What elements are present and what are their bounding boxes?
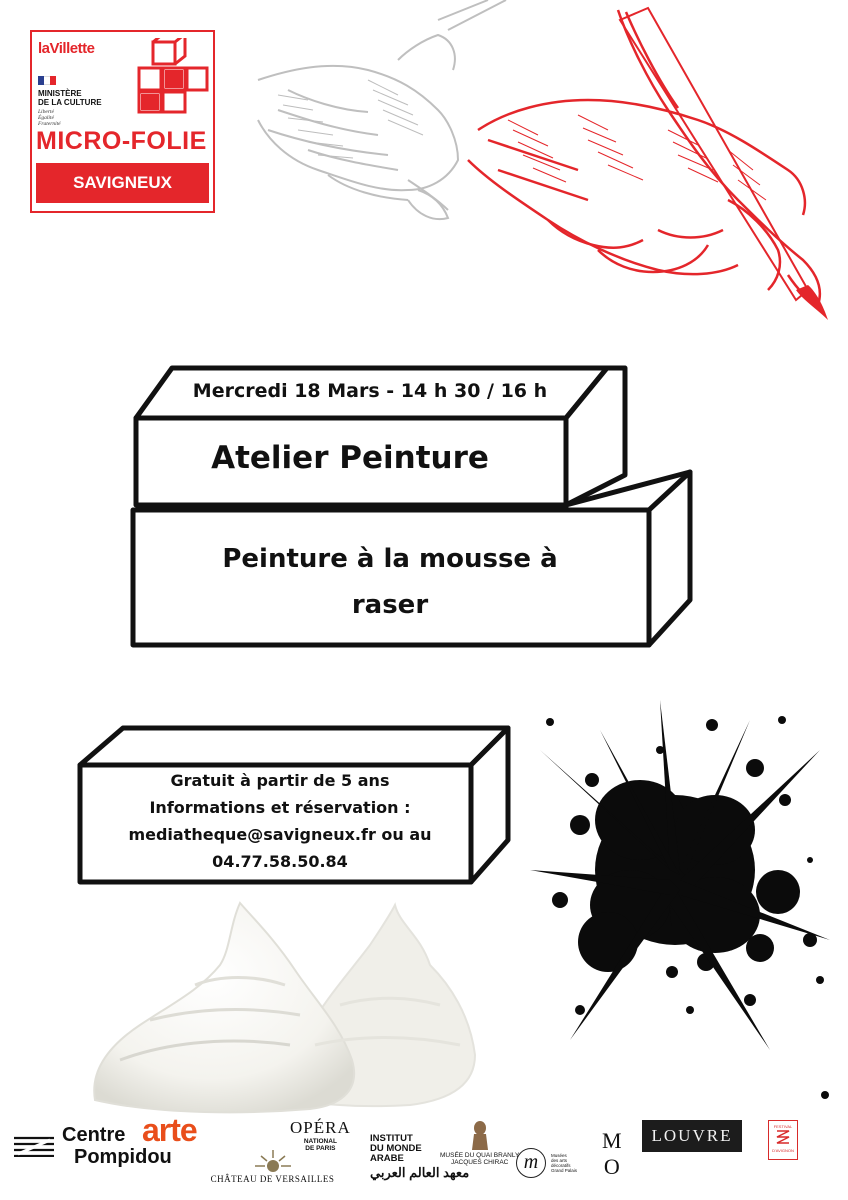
festival-mark-icon (775, 1129, 791, 1147)
event-title: Atelier Peinture (211, 440, 489, 476)
louvre-logo: LOUVRE (642, 1120, 742, 1152)
musees-logo: m Musées des arts décoratifs Grand Palais (516, 1148, 591, 1178)
quai-branly-logo: MUSÉE DU QUAI BRANLY JACQUES CHIRAC (440, 1120, 519, 1166)
arte-logo: arte (142, 1112, 197, 1148)
info-line: Informations et réservation : (149, 798, 411, 817)
info-line: mediatheque@savigneux.fr ou au (128, 825, 432, 844)
republic-motto: Liberté Égalité Fraternité (38, 109, 61, 127)
info-line: 04.77.58.50.84 (212, 852, 348, 871)
event-date: Mercredi 18 Mars - 14 h 30 / 16 h (192, 380, 548, 402)
statuette-icon (469, 1120, 491, 1150)
institut-monde-arabe-logo: INSTITUT DU MONDE ARABE معهد العالم العربي (370, 1133, 470, 1180)
festival-avignon-logo: FESTIVAL D'AVIGNON (768, 1120, 798, 1160)
versailles-logo: CHÂTEAU DE VERSAILLES (205, 1150, 340, 1184)
shaving-foam-icon (90, 895, 490, 1115)
centre-pompidou-logo: Centre Pompidou (14, 1124, 172, 1168)
pompidou-stripes-icon (14, 1135, 54, 1157)
sun-crest-icon (255, 1150, 291, 1174)
musee-orsay-logo: M O (602, 1128, 622, 1179)
event-info (88, 767, 472, 875)
city-label: SAVIGNEUX (36, 163, 209, 203)
ink-splatter-icon (520, 680, 840, 1100)
info-line: Gratuit à partir de 5 ans (170, 771, 390, 790)
la-villette-label: laVillette (38, 40, 95, 57)
event-subtitle: Peinture à la mousse à raser (222, 544, 558, 620)
m-circle-icon: m (516, 1148, 546, 1178)
opera-paris-logo: OPÉRA NATIONAL DE PARIS (290, 1118, 351, 1152)
ministere-label: MINISTÈRE DE LA CULTURE (38, 89, 102, 107)
micro-folie-label: MICRO-FOLIE (36, 127, 207, 155)
